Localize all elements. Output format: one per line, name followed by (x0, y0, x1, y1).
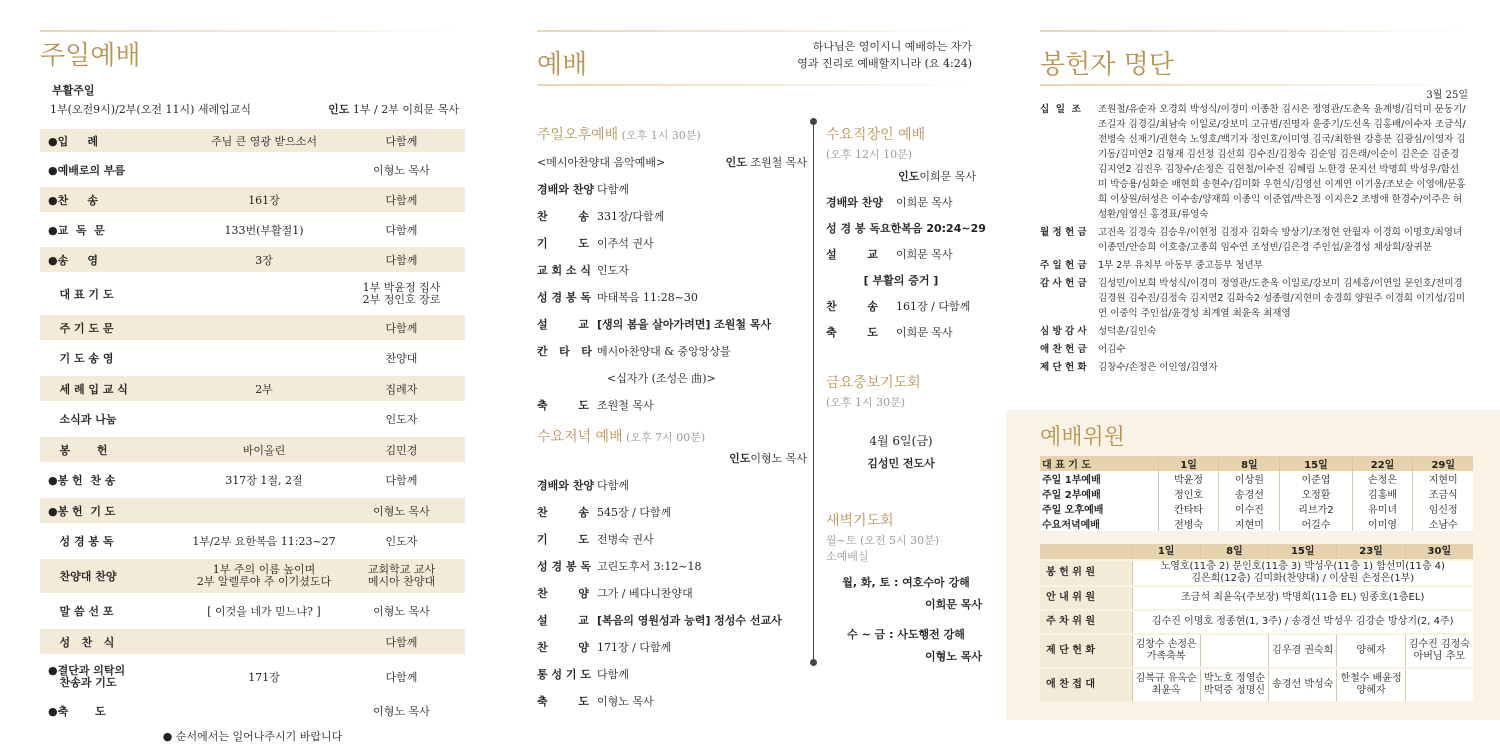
order-leader: 다함께 (385, 134, 418, 148)
order-detail: 1부 주의 이름 높이며 2부 알렐루야 주 이기셨도다 (196, 563, 332, 588)
scripture-verse: 하나님은 영이시니 예배하는 자가 영과 진리로 예배할지니라 (요 4:24) (797, 40, 972, 70)
header-cell: 30일 (1405, 544, 1473, 560)
dawn-line2-leader: 이형노 목사 (925, 650, 982, 663)
table-cell: 손정은 (1352, 471, 1413, 486)
header-cell: 대 표 기 도 (1040, 456, 1158, 471)
offering-label: 제 단 헌 화 (1040, 362, 1087, 373)
table-cell: 수요저녁예배 (1040, 516, 1158, 531)
program-row (537, 612, 807, 628)
order-label: 성 경 봉 독 (48, 535, 114, 548)
program-label: 축 도 (826, 326, 878, 339)
dawn-line2: 수 ~ 금 : 사도행전 강해 (847, 628, 965, 641)
table-row (1040, 486, 1473, 501)
offering-label: 월 정 헌 금 (1040, 227, 1087, 238)
table-cell: 칸타타 (1158, 501, 1219, 516)
table-row (1040, 668, 1473, 702)
table-cell (1200, 634, 1268, 668)
divider-line (813, 122, 814, 662)
offering-row (1040, 225, 1468, 255)
dawn-line1-leader: 이희문 목사 (925, 598, 982, 611)
row-label: 안 내 위 원 (1040, 586, 1132, 610)
section-title: 예배위원 (1040, 425, 1126, 450)
order-row (40, 660, 465, 694)
table-row (1040, 610, 1473, 634)
order-row (40, 187, 465, 212)
offering-row (1040, 276, 1468, 321)
offering-label: 애 찬 헌 금 (1040, 344, 1087, 355)
program-label: 칸 타 타 (537, 345, 592, 358)
table-cell: 지현미 (1219, 516, 1280, 531)
order-leader: 찬양대 (385, 352, 418, 365)
program-row (537, 666, 807, 682)
program-value: 인도자 (597, 264, 629, 277)
order-row (40, 129, 465, 152)
offering-names: 김성민/이보희 박성식/이경미 정영관/도춘옥 이일로/강보미 김세흥/이연일 문인호/전미경 김경원 김수진/김정숙 김지연2 김화숙2 성종렬/지현미 송경희 양원주 이경희 이기성/김미연 이중익 주인섭/윤경성 최계열 최윤옥 최재영 (1098, 278, 1466, 319)
offering-list-section (1040, 30, 1468, 378)
header-cell: 15일 (1280, 456, 1352, 471)
order-detail: 317장 1절, 2절 (225, 474, 303, 487)
program-label: 성 경 봉 독 (537, 291, 591, 304)
order-label: 봉 헌 (48, 443, 108, 457)
table-cell: 주일 2부예배 (1040, 486, 1158, 501)
offering-names: 조원철/유순자 오경희 박성식/이경미 이종찬 김시은 정영관/도춘옥 윤계병/김덕미 문동기/조길자 김경길/최남숙 이일로/강보미 고규범/진명자 윤중기/도신옥 김홍배/이수자 조금식/전병숙 신재기/권현숙 노영호/백기자 정인호/이미영 김국/최한원 강흥분 김광심/이영자 김기동/김미연2 김형재 김선정 김선희 김수진/김정숙 김순임 김은래/이순이 김은순 김준경 김지연2 김진우 김창수/손정은 김현철/이수진 김혜림 노한경 문지선 박명희 박성우/함선미 박승용/심화순 배현희 송현수/김미화 우현식/김영선 이계연 이기옹/조보순 이영애/문홍희 이상원/허성은 이수송/양재희 이종익 이준엽/박은정 이지은2 조병애 한경수/이주은 허성환/임영신 홍경표/류영숙 (1098, 104, 1466, 220)
program-label: 교 회 소 식 (537, 264, 591, 277)
order-leader: 다함께 (385, 635, 418, 649)
order-leader: 다함께 (385, 253, 418, 267)
divider-dot (810, 118, 817, 125)
program-row (537, 531, 807, 547)
order-label: 주 기 도 문 (48, 321, 114, 335)
order-detail: 2부 (255, 382, 273, 396)
order-leader: 다함께 (385, 193, 418, 207)
offering-names: 고진옥 김경숙 김승우/이현정 김정자 김화숙 방상기/조정현 안월자 이경희 이명호/최영녀 이종민/안승희 이호충/고종희 임수연 조성빈/김은경 주인섭/윤경성 채상희/장귀분 (1098, 227, 1463, 253)
table-cell: 한철수 배윤정 양혜자 (1337, 668, 1405, 702)
order-label: ●축 도 (48, 705, 106, 718)
table-cell: 노영호(11층 2) 문인호(11층 3) 박성우(11층 1) 함선미(11층 4) 김은희(12층) 김미화(찬양대) / 이상원 손정은(1부) (1132, 560, 1473, 586)
program-label: 경배와 찬양 (537, 183, 594, 196)
order-row (40, 700, 465, 722)
row-label: 제 단 헌 화 (1040, 634, 1132, 668)
table-cell: 김우겸 권숙희 (1269, 634, 1337, 668)
program-label: 설 교 (537, 318, 589, 331)
table-cell: 조금식 (1413, 486, 1473, 501)
program-row (537, 289, 807, 305)
table-row (1040, 560, 1473, 586)
program-row (537, 693, 807, 709)
offering-row (1040, 258, 1468, 273)
order-label: ●예배로의 부름 (48, 163, 126, 177)
table-cell: 리브가2 (1280, 501, 1352, 516)
order-row (40, 498, 465, 523)
order-label: ●찬 송 (48, 193, 98, 207)
order-leader: 이형노 목사 (373, 504, 430, 518)
program-label: 성 경 봉 독 (826, 222, 880, 235)
worship-committee-section (1006, 410, 1500, 720)
dawn-place: 소예배실 (826, 550, 869, 563)
program-row (537, 639, 807, 655)
times-text: 1부(오전9시)/2부(오전 11시) 세례입교식 (50, 103, 251, 116)
program-value: 이희문 목사 (896, 326, 953, 339)
order-leader: 다함께 (385, 474, 418, 487)
order-label: 말 씀 선 포 (48, 605, 114, 618)
program-value: 다함께 (597, 183, 629, 196)
order-leader: 집례자 (385, 382, 418, 396)
order-row (40, 437, 465, 462)
order-row (40, 158, 465, 181)
offering-row (1040, 324, 1468, 339)
offering-label: 감 사 헌 금 (1040, 278, 1087, 289)
offering-names: 1부 2부 유치부 아동부 중고등부 청년부 (1098, 260, 1263, 271)
dawn-prayer (826, 510, 986, 664)
program-label: 기 도 (537, 237, 589, 250)
leader: 인도 1부 / 2부 이희문 목사 (328, 103, 459, 116)
order-leader: 인도자 (385, 535, 418, 548)
program-label: 기 도 (537, 533, 589, 546)
offering-row (1040, 102, 1468, 222)
table-row (1040, 501, 1473, 516)
workers-title: 수요직장인 예배 (826, 127, 926, 143)
table-cell: 박윤정 (1158, 471, 1219, 486)
header-cell: 1일 (1132, 544, 1200, 560)
table-cell: 박노호 정영순 박덕증 정명신 (1200, 668, 1268, 702)
table-cell: 정인호 (1158, 486, 1219, 501)
offering-label: 심 방 감 사 (1040, 326, 1087, 337)
program-value: <십자가 (조성은 曲)> (607, 372, 716, 385)
table-cell: 이준엽 (1280, 471, 1352, 486)
order-row (40, 599, 465, 623)
wednesday-order (537, 477, 807, 709)
friday-prayer (826, 372, 976, 471)
table-cell: 김수진 이명호 정종현(1, 3주) / 송경선 박성우 김강순 방상기(2, 4주) (1132, 610, 1473, 634)
offering-label: 십 일 조 (1040, 104, 1081, 115)
program-value: 그가 / 베다니찬양대 (597, 587, 693, 600)
offering-rows (1040, 102, 1468, 375)
table-row (1040, 634, 1473, 668)
order-label: 대 표 기 도 (48, 287, 114, 301)
order-label: 기 도 송 영 (48, 352, 114, 365)
wednesday-evening-service (537, 426, 807, 709)
order-label: ●교 독 문 (48, 223, 105, 237)
table-header (1040, 544, 1473, 560)
program-label: 찬 송 (826, 300, 878, 313)
order-detail: 주님 큰 영광 받으소서 (210, 134, 318, 148)
offering-names: 성덕훈/김인숙 (1098, 326, 1157, 337)
header-cell (1040, 544, 1132, 560)
order-detail: 1부/2부 요한복음 11:23~27 (192, 535, 336, 548)
program-value: 331장/다함께 (597, 210, 665, 223)
program-value: [생의 봄을 살아가려면] 조원철 목사 (597, 318, 772, 331)
table-cell: 유미녀 (1352, 501, 1413, 516)
order-row (40, 468, 465, 492)
program-label: 찬 양 (537, 641, 589, 654)
committee-table (1040, 544, 1473, 703)
standing-note: ● 순서에서는 일어나주시기 바랍니다 (162, 730, 343, 743)
table-cell: 양혜자 (1337, 634, 1405, 668)
table-cell: 이미영 (1352, 516, 1413, 531)
program-label: 경배와 찬양 (826, 196, 883, 209)
program-row (537, 235, 807, 251)
program-label: 성 경 봉 독 (537, 560, 591, 573)
afternoon-sub: <메시아찬양대 음악예배> 인도 조원철 목사 (537, 156, 807, 169)
table-cell: 주일 오후예배 (1040, 501, 1158, 516)
program-value: 171장 / 다함께 (597, 641, 672, 654)
table-row (1040, 586, 1473, 610)
offering-label: 주 일 헌 금 (1040, 260, 1087, 271)
friday-title: 금요중보기도회 (826, 375, 921, 391)
section-title: 주일예배 (40, 41, 141, 71)
order-detail: 133번(부활절1) (224, 223, 304, 237)
order-label: ●송 영 (48, 253, 98, 267)
program-label: 축 도 (537, 399, 589, 412)
table-cell: 임신정 (1413, 501, 1473, 516)
program-label: 찬 송 (537, 506, 589, 519)
workers-order (826, 194, 986, 340)
order-leader: 인도자 (385, 413, 418, 426)
order-leader: 이형노 목사 (373, 605, 430, 618)
header-cell: 15일 (1269, 544, 1337, 560)
program-value: 161장 / 다함께 (896, 300, 971, 313)
order-label: 소식과 나눔 (48, 413, 117, 426)
table-row (1040, 516, 1473, 531)
table-cell: 주일 1부예배 (1040, 471, 1158, 486)
table-cell: 소남수 (1413, 516, 1473, 531)
program-row (537, 181, 807, 197)
header-cell: 22일 (1352, 456, 1413, 471)
top-rule (537, 30, 972, 32)
section-title: 예배 (537, 50, 588, 80)
program-row (537, 477, 807, 493)
row-label: 애 찬 접 대 (1040, 668, 1132, 702)
program-label: 찬 양 (537, 587, 589, 600)
order-label: ●입 례 (48, 134, 98, 148)
order-of-service (40, 129, 465, 722)
wednesday-leader: 인도 이형노 목사 (729, 452, 807, 465)
program-value: 요한복음 20:24~29 (880, 222, 986, 235)
program-value: 다함께 (597, 479, 629, 492)
order-row (40, 346, 465, 370)
friday-date: 4월 6일(금) (869, 434, 933, 448)
program-row (826, 324, 976, 340)
afternoon-order (537, 181, 807, 413)
order-detail: [ 이것을 네가 믿느냐? ] (207, 605, 321, 618)
program-row (537, 558, 807, 574)
order-leader: 다함께 (385, 671, 418, 684)
table-header (1040, 456, 1473, 471)
table-cell: 송경선 박성숙 (1269, 668, 1337, 702)
order-detail: 3장 (255, 253, 273, 267)
row-label: 봉 헌 위 원 (1040, 560, 1132, 586)
program-value: 고린도후서 3:12~18 (597, 560, 702, 573)
table-cell: 조금석 최윤옥(주보장) 박명희(11층 EL) 임종호(1층EL) (1132, 586, 1473, 610)
prayer-table (1040, 456, 1473, 531)
program-row (537, 504, 807, 520)
program-value: [ 부활의 증거 ] (863, 274, 939, 287)
table-cell: 김창수 손정은 가족축복 (1132, 634, 1200, 668)
header-cell: 29일 (1413, 456, 1473, 471)
program-value: 전병숙 권사 (597, 533, 654, 546)
program-row (537, 585, 807, 601)
order-detail: 바이올린 (242, 443, 286, 457)
row-label: 주 차 위 원 (1040, 610, 1132, 634)
header-cell: 8일 (1219, 456, 1280, 471)
order-leader: 1부 박윤정 집사 2부 정인호 장로 (362, 280, 441, 306)
order-leader: 다함께 (385, 321, 418, 335)
sunday-worship-section (40, 30, 465, 744)
workers-leader: 인도 이희문 목사 (898, 170, 976, 183)
workers-time: (오후 12시 10분) (826, 148, 913, 161)
program-row (826, 220, 986, 236)
table-cell: 어길수 (1280, 516, 1352, 531)
program-label: 통 성 기 도 (537, 668, 591, 681)
offering-row (1040, 342, 1468, 357)
program-value: 이주석 권사 (597, 237, 654, 250)
program-label: 경배와 찬양 (537, 479, 594, 492)
order-row (40, 247, 465, 272)
header-cell: 8일 (1200, 544, 1268, 560)
afternoon-service (537, 124, 807, 413)
order-leader: 이형노 목사 (373, 163, 430, 177)
program-row (537, 370, 807, 386)
table-cell: 오정환 (1280, 486, 1352, 501)
order-label: ●봉 헌 찬 송 (48, 474, 116, 487)
program-value: 메시아찬양대 & 중앙앙상블 (597, 345, 731, 358)
program-value: 조원철 목사 (597, 399, 654, 412)
program-row (826, 298, 976, 314)
service-name: 부활주일 (52, 84, 95, 97)
program-row (826, 246, 976, 262)
order-row (40, 559, 465, 593)
table-cell: 이상원 (1219, 471, 1280, 486)
program-value: [복음의 영원성과 능력] 정성수 선교사 (597, 614, 782, 627)
table-cell: 전병숙 (1158, 516, 1219, 531)
list-date: 3월 25일 (1426, 90, 1468, 101)
table-row (1040, 471, 1473, 486)
table-cell: 이수진 (1219, 501, 1280, 516)
program-label: 설 교 (537, 614, 589, 627)
wednesday-title: 수요저녁 예배 (오후 7시 00분) (537, 429, 706, 445)
program-row (537, 343, 807, 359)
order-label: ●결단과 의탁의 찬송과 기도 (48, 664, 126, 689)
program-value: 545장 / 다함께 (597, 506, 672, 519)
offering-row (1040, 360, 1468, 375)
program-value: 이형노 목사 (597, 695, 654, 708)
order-row (40, 529, 465, 553)
table-cell: 김수진 김정숙 아버님 추모 (1405, 634, 1473, 668)
program-value: 마태복음 11:28~30 (597, 291, 698, 304)
program-label: 설 교 (826, 248, 878, 261)
divider-dot (810, 659, 817, 666)
program-row (537, 208, 807, 224)
order-detail: 161장 (248, 193, 280, 207)
section-title: 봉헌자 명단 (1040, 50, 1174, 80)
dawn-time: 월~토 (오전 5시 30분) (826, 534, 940, 547)
table-cell: 지현미 (1413, 471, 1473, 486)
program-label: 축 도 (537, 695, 589, 708)
order-row (40, 376, 465, 401)
program-value: 다함께 (597, 668, 629, 681)
table-cell: 김복규 유옥순 최윤옥 (1132, 668, 1200, 702)
order-detail: 171장 (248, 671, 280, 684)
workers-service (826, 124, 986, 340)
order-row (40, 218, 465, 241)
table-cell: 송경선 (1219, 486, 1280, 501)
program-row (826, 272, 976, 288)
order-label: 성 찬 식 (48, 635, 115, 649)
order-row (40, 407, 465, 431)
order-leader: 김민경 (385, 443, 418, 457)
friday-leader: 김성민 전도사 (867, 457, 935, 470)
order-leader: 다함께 (385, 223, 418, 237)
afternoon-title: 주일오후예배 (오후 1시 30분) (537, 127, 701, 143)
order-row (40, 629, 465, 654)
order-label: ●봉 헌 기 도 (48, 504, 116, 518)
table-cell: 김홍배 (1352, 486, 1413, 501)
program-row (537, 316, 807, 332)
header-cell: 23일 (1337, 544, 1405, 560)
order-leader: 교회학교 교사 메시아 찬양대 (367, 563, 436, 588)
program-row (537, 397, 807, 413)
order-leader: 이형노 목사 (373, 705, 430, 718)
dawn-title: 새벽기도회 (826, 513, 894, 529)
header-cell: 1일 (1158, 456, 1219, 471)
offering-names: 김창수/손정은 이인영/김영자 (1098, 362, 1218, 373)
offering-names: 어김수 (1098, 344, 1126, 355)
program-row (826, 194, 976, 210)
program-row (537, 262, 807, 278)
dawn-line1: 월, 화, 토 : 여호수아 강해 (842, 576, 970, 589)
order-row (40, 278, 465, 309)
order-label: 찬양대 찬양 (48, 570, 117, 583)
title-rule (537, 84, 972, 86)
service-times (50, 101, 465, 117)
order-label: 세 례 입 교 식 (48, 382, 128, 396)
program-value: 이희문 목사 (896, 196, 953, 209)
order-row (40, 315, 465, 340)
table-cell (1405, 668, 1473, 702)
program-value: 이희문 목사 (896, 248, 953, 261)
friday-time: (오후 1시 30분) (826, 396, 906, 409)
program-label: 찬 송 (537, 210, 589, 223)
